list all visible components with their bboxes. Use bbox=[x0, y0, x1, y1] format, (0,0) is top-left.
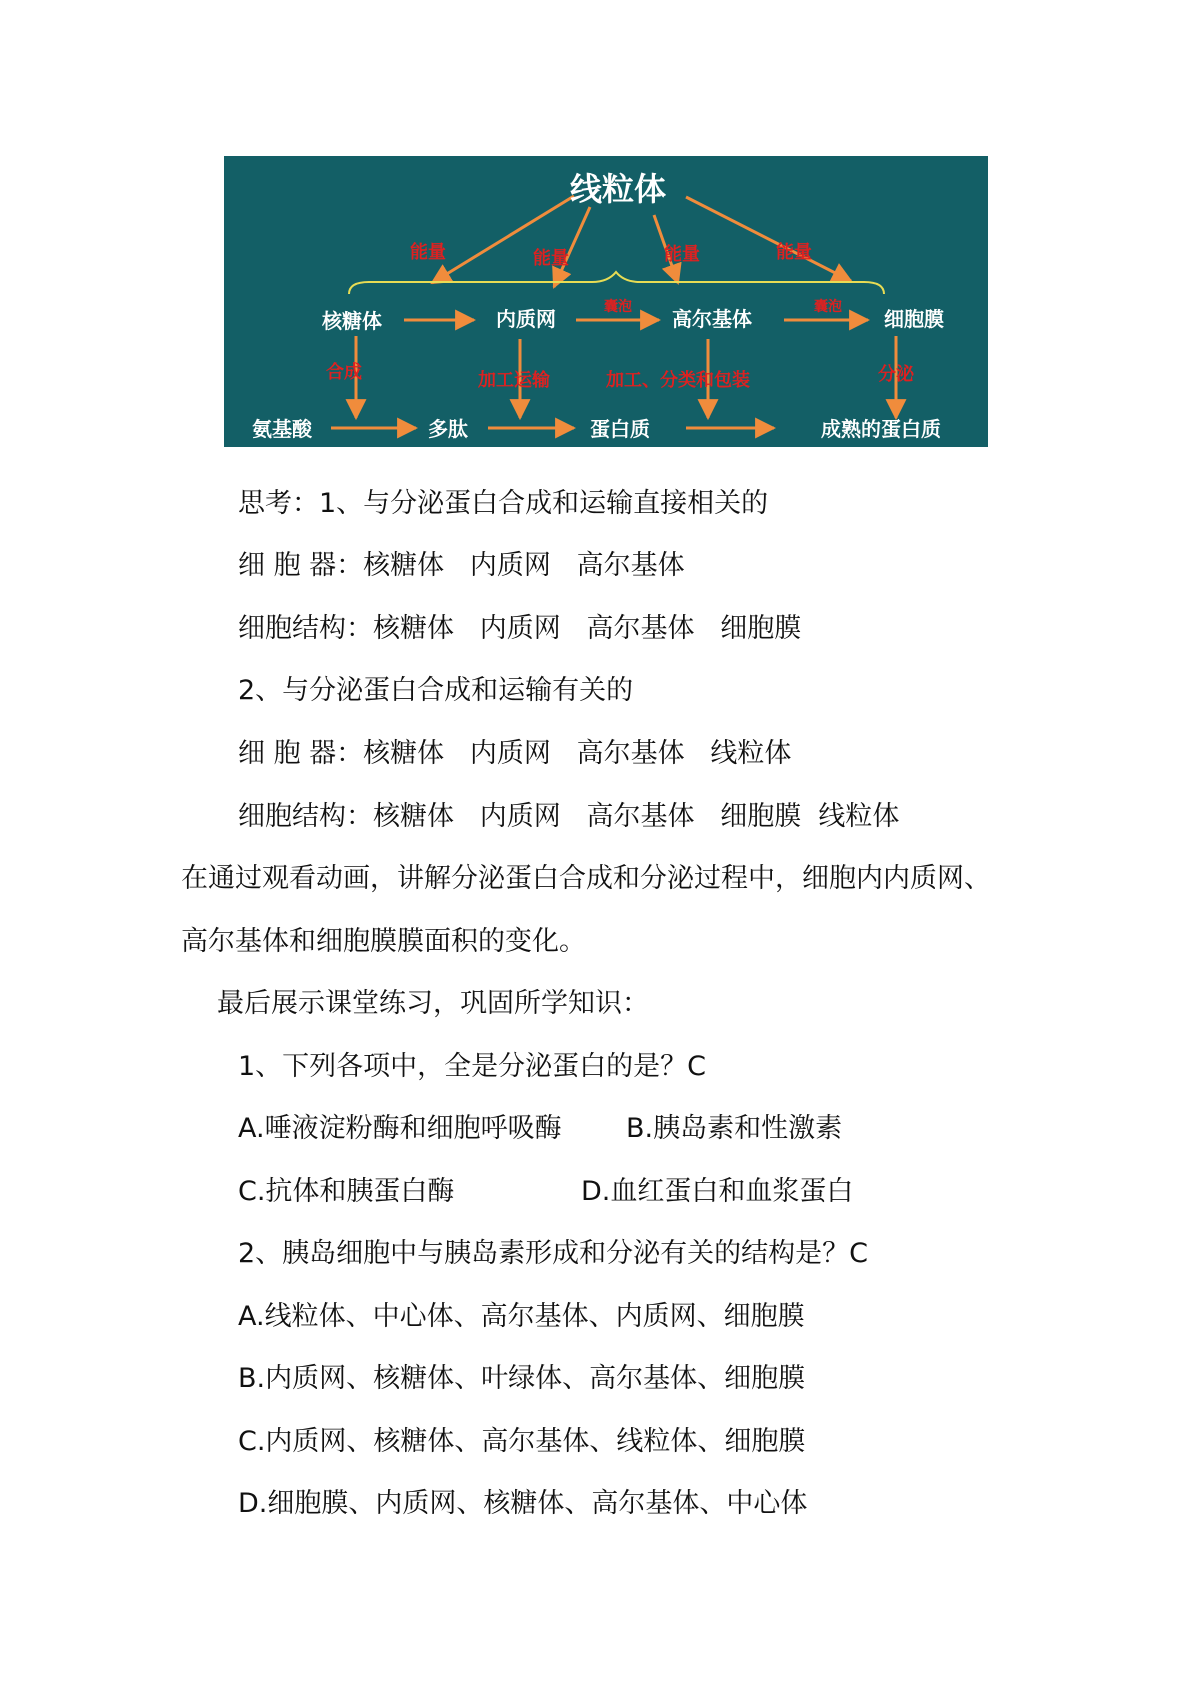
node-amino-acid: 氨基酸 bbox=[252, 417, 312, 441]
protein-secretion-diagram bbox=[224, 156, 988, 447]
label-energy-1: 能量 bbox=[410, 242, 446, 263]
question-2: 2、胰岛细胞中与胰岛素形成和分泌有关的结构是？C bbox=[238, 1238, 869, 1269]
paragraph-line-1: 在通过观看动画，讲解分泌蛋白合成和分泌过程中，细胞内内质网、 bbox=[181, 863, 991, 894]
paragraph-line-2: 高尔基体和细胞膜膜面积的变化。 bbox=[181, 926, 586, 957]
structure-answer-2: 细胞结构：核糖体 内质网 高尔基体 细胞膜 线粒体 bbox=[238, 801, 900, 832]
label-secrete: 分泌 bbox=[878, 364, 914, 385]
node-mature-protein: 成熟的蛋白质 bbox=[821, 417, 941, 441]
organelle-answer-1: 细 胞 器：核糖体 内质网 高尔基体 bbox=[238, 550, 685, 581]
question-1-option-a: A.唾液淀粉酶和细胞呼吸酶 bbox=[238, 1113, 562, 1144]
question-1-option-d: D.血红蛋白和血浆蛋白 bbox=[581, 1176, 854, 1207]
question-2-option-d: D.细胞膜、内质网、核糖体、高尔基体、中心体 bbox=[238, 1488, 808, 1519]
structure-answer-1: 细胞结构：核糖体 内质网 高尔基体 细胞膜 bbox=[238, 613, 802, 644]
node-membrane: 细胞膜 bbox=[884, 307, 944, 331]
question-2-option-c: C.内质网、核糖体、高尔基体、线粒体、细胞膜 bbox=[238, 1426, 806, 1457]
label-synthesis: 合成 bbox=[326, 362, 362, 383]
think-question-1: 思考：1、与分泌蛋白合成和运输直接相关的 bbox=[238, 488, 769, 519]
question-1-option-b: B.胰岛素和性激素 bbox=[626, 1113, 843, 1144]
question-1: 1、下列各项中，全是分泌蛋白的是？C bbox=[238, 1051, 707, 1082]
label-energy-2: 能量 bbox=[533, 248, 569, 269]
label-process-transport: 加工运输 bbox=[478, 370, 550, 391]
practice-intro: 最后展示课堂练习，巩固所学知识： bbox=[217, 988, 649, 1019]
label-energy-4: 能量 bbox=[776, 242, 812, 263]
label-vesicle-1: 囊泡 bbox=[604, 299, 632, 315]
organelle-answer-2: 细 胞 器：核糖体 内质网 高尔基体 线粒体 bbox=[238, 738, 792, 769]
node-mitochondria: 线粒体 bbox=[570, 170, 667, 208]
question-2-option-b: B.内质网、核糖体、叶绿体、高尔基体、细胞膜 bbox=[238, 1363, 806, 1394]
node-er: 内质网 bbox=[496, 307, 556, 331]
node-golgi: 高尔基体 bbox=[672, 307, 752, 331]
question-1-option-c: C.抗体和胰蛋白酶 bbox=[238, 1176, 455, 1207]
node-polypeptide: 多肽 bbox=[428, 417, 468, 441]
label-vesicle-2: 囊泡 bbox=[814, 299, 842, 315]
node-protein: 蛋白质 bbox=[590, 417, 650, 441]
question-2-option-a: A.线粒体、中心体、高尔基体、内质网、细胞膜 bbox=[238, 1301, 805, 1332]
label-process-sort-pack: 加工、分类和包装 bbox=[606, 370, 750, 391]
think-question-2: 2、与分泌蛋白合成和运输有关的 bbox=[238, 675, 634, 706]
node-ribosome: 核糖体 bbox=[322, 309, 382, 333]
label-energy-3: 能量 bbox=[664, 244, 700, 265]
